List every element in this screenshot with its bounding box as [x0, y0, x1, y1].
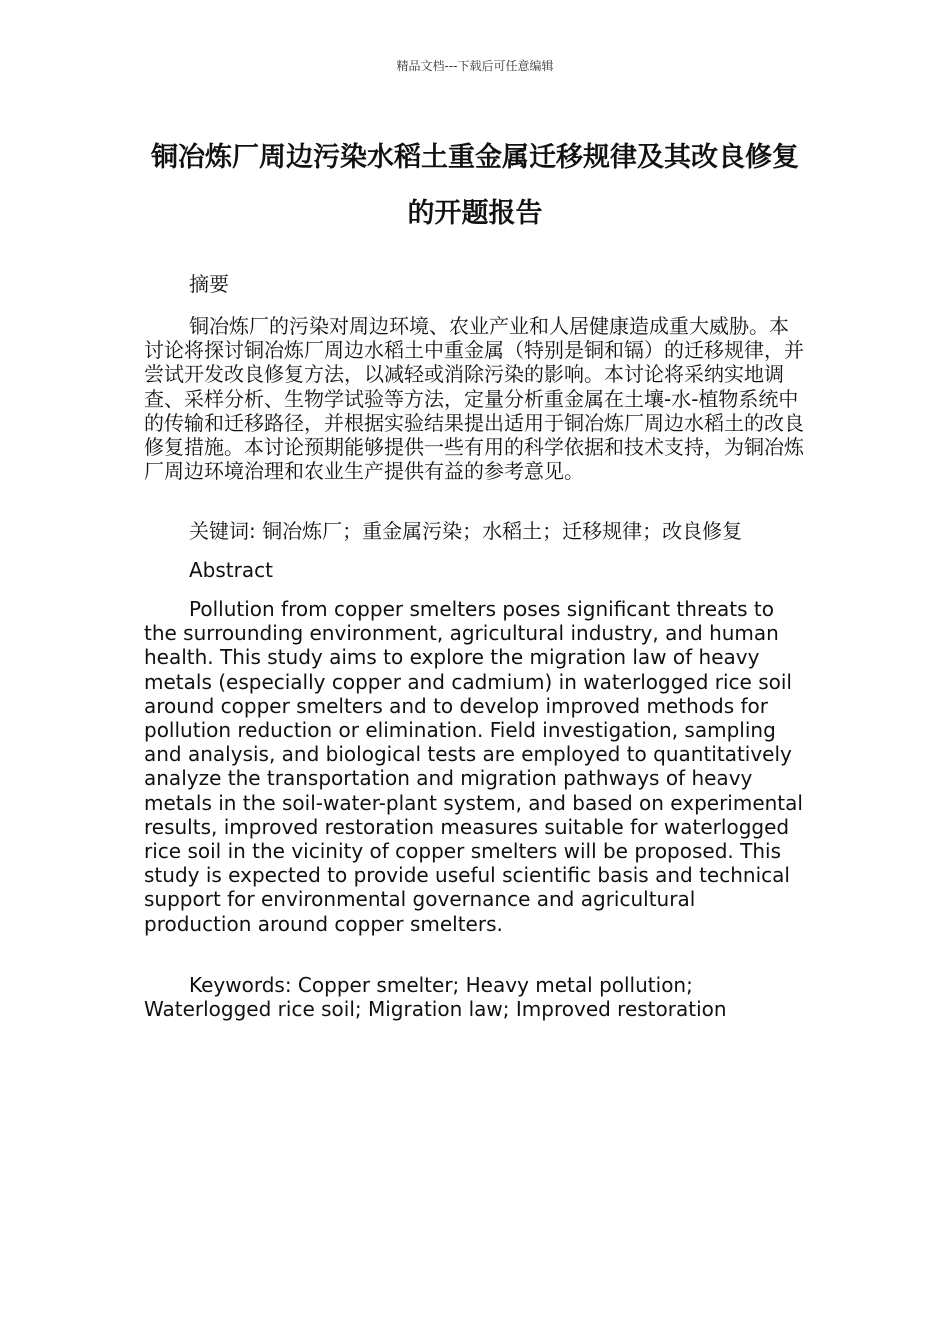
- document-title: 铜冶炼厂周边污染水稻土重金属迁移规律及其改良修复的开题报告: [151, 142, 799, 229]
- page-header-note: 精品文档---下载后可任意编辑: [396, 59, 554, 73]
- abstract-paragraph-cn: 铜冶炼厂的污染对周边环境、农业产业和人居健康造成重大威胁。本讨论将探讨铜冶炼厂周边水稻土中重金属（特别是铜和镉）的迁移规律，并尝试开发改良修复方法，以减轻或消除污染的影响。本讨论将采纳实地调查、采样分析、生物学试验等方法，定量分析重金属在土壤-水-植物系统中的传输和迁移路径，并根据实验结果提出适用于铜冶炼厂周边水稻土的改良修复措施。本讨论预期能够提供一些有用的科学依据和技术支持，为铜冶炼厂周边环境治理和农业生产提供有益的参考意见。: [144, 314, 804, 484]
- abstract-paragraph-en: Pollution from copper smelters poses significant threats to the surrounding environment, agricultural industry, and human health. This study aims to explore the migration law of heavy metals (especially copper and cadmium) in waterlogged rice soil around copper smelters and to develop improved methods for pollution reduction or elimination. Field investigation, sampling and analysis, and biological tests are employed to quantitatively analyze the transportation and migration pathways of heavy metals in the soil-water-plant system, and based on experimental results, improved restoration measures suitable for waterlogged rice soil in the vicinity of copper smelters will be proposed. This study is expected to provide useful scientific basis and technical support for environmental governance and agricultural production around copper smelters.: [144, 597, 803, 936]
- keywords-cn: 关键词: 铜冶炼厂；重金属污染；水稻土；迁移规律；改良修复: [189, 519, 743, 543]
- abstract-heading-cn: 摘要: [189, 272, 229, 296]
- abstract-heading-en: Abstract: [189, 558, 273, 582]
- keywords-en: Keywords: Copper smelter; Heavy metal pollution; Waterlogged rice soil; Migration law; Improved restoration: [144, 973, 727, 1022]
